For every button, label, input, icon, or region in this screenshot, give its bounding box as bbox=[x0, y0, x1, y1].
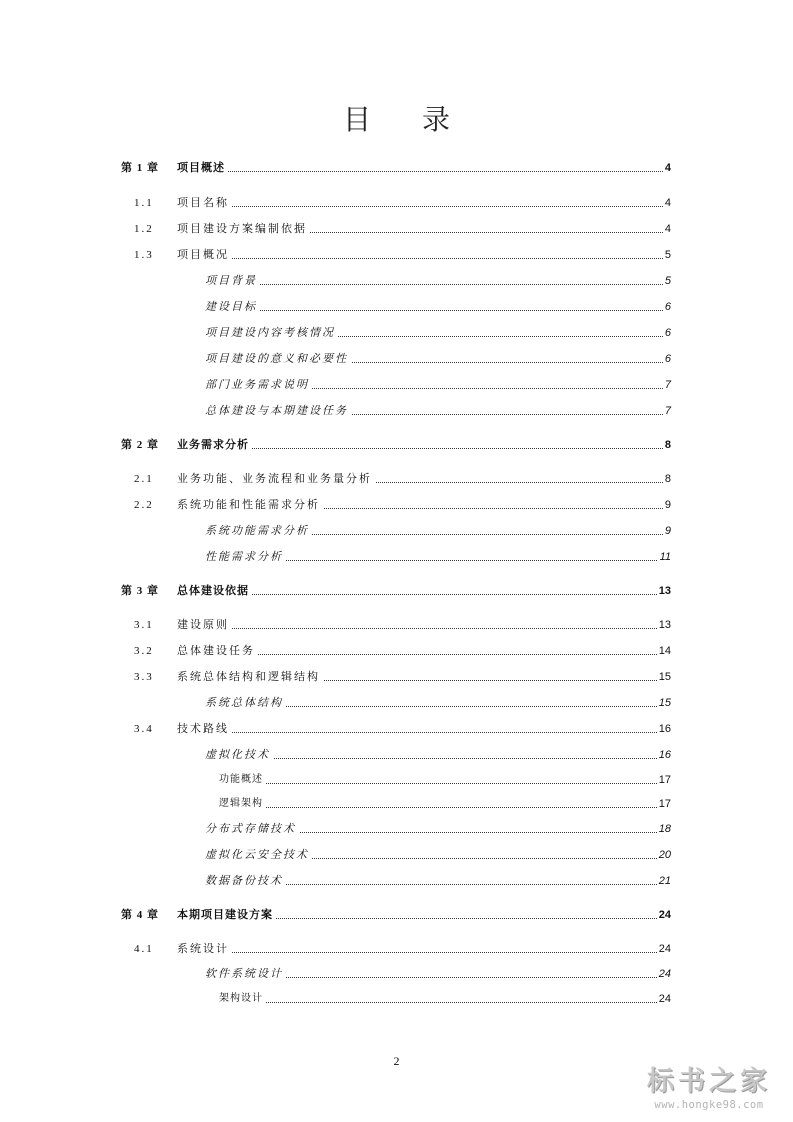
toc-entry[interactable] bbox=[0, 848, 793, 864]
toc-entry[interactable] bbox=[0, 550, 793, 566]
toc-entry-number: 第 2 章 bbox=[121, 439, 159, 451]
toc-entry-page: 24 bbox=[658, 909, 671, 921]
toc-entry-page: 8 bbox=[664, 473, 671, 485]
toc-entry[interactable] bbox=[0, 300, 793, 316]
toc-entry-page: 5 bbox=[664, 249, 671, 261]
toc-entry-page: 15 bbox=[658, 671, 671, 683]
toc-entry[interactable] bbox=[0, 248, 793, 264]
toc-entry[interactable] bbox=[0, 670, 793, 686]
toc-entry[interactable] bbox=[0, 472, 793, 488]
toc-leader-dots bbox=[205, 758, 669, 759]
toc-entry-number: 第 3 章 bbox=[121, 585, 159, 597]
toc-entry-number: 3.2 bbox=[134, 645, 154, 657]
toc-entry-page: 13 bbox=[658, 619, 671, 631]
toc-entry[interactable] bbox=[0, 584, 793, 600]
toc-entry-number: 2.2 bbox=[134, 499, 154, 511]
toc-leader-dots bbox=[205, 284, 669, 285]
toc-entry-page: 11 bbox=[659, 551, 671, 563]
toc-entry[interactable] bbox=[0, 378, 793, 394]
toc-entry[interactable] bbox=[0, 748, 793, 764]
toc-entry[interactable] bbox=[0, 498, 793, 514]
toc-leader-dots bbox=[177, 171, 669, 172]
toc-entry-page: 4 bbox=[664, 197, 671, 209]
toc-entry-title: 性能需求分析 bbox=[205, 550, 286, 564]
toc-entry-title: 系统设计 bbox=[177, 942, 232, 956]
toc-entry-title: 项目概况 bbox=[177, 248, 232, 262]
toc-leader-dots bbox=[219, 807, 669, 808]
toc-entry[interactable] bbox=[0, 967, 793, 983]
toc-entry-page: 15 bbox=[658, 697, 671, 709]
toc-leader-dots bbox=[177, 628, 669, 629]
toc-entry-page: 4 bbox=[664, 223, 671, 235]
toc-entry-title: 项目建设内容考核情况 bbox=[205, 326, 338, 340]
toc-entry-page: 4 bbox=[664, 162, 671, 174]
toc-entry-title: 本期项目建设方案 bbox=[177, 908, 276, 922]
toc-entry-page: 24 bbox=[658, 943, 671, 955]
toc-entry-title: 技术路线 bbox=[177, 722, 232, 736]
toc-entry-number: 4.1 bbox=[134, 943, 154, 955]
toc-leader-dots bbox=[205, 310, 669, 311]
toc-entry[interactable] bbox=[0, 696, 793, 712]
toc-entry-page: 5 bbox=[664, 275, 671, 287]
toc-entry-number: 第 4 章 bbox=[121, 909, 159, 921]
toc-entry-page: 6 bbox=[664, 327, 671, 339]
toc-entry[interactable] bbox=[0, 326, 793, 342]
toc-entry[interactable] bbox=[0, 161, 793, 177]
toc-entry[interactable] bbox=[0, 222, 793, 238]
toc-entry-page: 20 bbox=[658, 849, 671, 861]
toc-leader-dots bbox=[177, 258, 669, 259]
toc-entry-title: 功能概述 bbox=[219, 773, 266, 787]
toc-leader-dots bbox=[177, 952, 669, 953]
toc-entry-title: 分布式存储技术 bbox=[205, 822, 299, 836]
toc-entry-title: 总体建设与本期建设任务 bbox=[205, 404, 351, 418]
toc-entry-number: 第 1 章 bbox=[121, 162, 159, 174]
toc-entry-number: 3.1 bbox=[134, 619, 154, 631]
toc-entry-title: 逻辑架构 bbox=[219, 797, 266, 811]
toc-entry-number: 1.3 bbox=[134, 249, 154, 261]
toc-entry-title: 建设原则 bbox=[177, 618, 232, 632]
watermark-title: 标书之家 bbox=[647, 1066, 771, 1097]
toc-entry[interactable] bbox=[0, 722, 793, 738]
toc-entry-title: 虚拟化技术 bbox=[205, 748, 273, 762]
toc-entry[interactable] bbox=[0, 992, 793, 1008]
toc-entry[interactable] bbox=[0, 524, 793, 540]
toc-entry-page: 6 bbox=[664, 353, 671, 365]
watermark-logo bbox=[639, 1066, 779, 1112]
toc-entry-title: 项目建设的意义和必要性 bbox=[205, 352, 351, 366]
page-number: 2 bbox=[393, 1054, 400, 1068]
toc-leader-dots bbox=[219, 1002, 669, 1003]
toc-entry-page: 24 bbox=[658, 993, 671, 1005]
toc-entry-page: 16 bbox=[658, 723, 671, 735]
toc-entry-page: 9 bbox=[664, 525, 671, 537]
toc-entry-number: 1.1 bbox=[134, 197, 154, 209]
toc-entry[interactable] bbox=[0, 618, 793, 634]
toc-entry-page: 18 bbox=[658, 823, 671, 835]
toc-entry-title: 系统总体结构和逻辑结构 bbox=[177, 670, 323, 684]
toc-entry-page: 24 bbox=[658, 968, 671, 980]
toc-entry-number: 3.4 bbox=[134, 723, 154, 735]
toc-entry-title: 业务功能、业务流程和业务量分析 bbox=[177, 472, 375, 486]
toc-entry[interactable] bbox=[0, 773, 793, 789]
toc-entry[interactable] bbox=[0, 438, 793, 454]
toc-entry-page: 21 bbox=[658, 875, 671, 887]
toc-entry-title: 软件系统设计 bbox=[205, 967, 286, 981]
toc-entry-page: 7 bbox=[664, 379, 671, 391]
watermark-url: www.hongke98.com bbox=[654, 1099, 764, 1111]
toc-entry-page: 13 bbox=[658, 585, 671, 597]
toc-entry[interactable] bbox=[0, 196, 793, 212]
toc-entry-page: 6 bbox=[664, 301, 671, 313]
toc-entry-page: 17 bbox=[658, 774, 671, 786]
toc-entry-title: 系统总体结构 bbox=[205, 696, 286, 710]
toc-entry[interactable] bbox=[0, 822, 793, 838]
toc-entry-page: 7 bbox=[664, 405, 671, 417]
toc-entry-title: 系统功能需求分析 bbox=[205, 524, 312, 538]
toc-entry-page: 16 bbox=[658, 749, 671, 761]
toc-entry-page: 9 bbox=[664, 499, 671, 511]
toc-entry[interactable] bbox=[0, 274, 793, 290]
toc-entry-title: 架构设计 bbox=[219, 992, 266, 1006]
toc-entry-title: 项目名称 bbox=[177, 196, 232, 210]
toc-entry-title: 项目建设方案编制依据 bbox=[177, 222, 310, 236]
toc-entry[interactable] bbox=[0, 352, 793, 368]
toc-title: 目 录 bbox=[342, 105, 472, 136]
toc-entry-number: 2.1 bbox=[134, 473, 154, 485]
toc-entry-number: 1.2 bbox=[134, 223, 154, 235]
toc-entry-title: 总体建设依据 bbox=[177, 584, 252, 598]
toc-entry-page: 8 bbox=[664, 439, 671, 451]
toc-entry-page: 14 bbox=[658, 645, 671, 657]
toc-entry-title: 系统功能和性能需求分析 bbox=[177, 498, 323, 512]
toc-entry-title: 虚拟化云安全技术 bbox=[205, 848, 312, 862]
toc-entry[interactable] bbox=[0, 942, 793, 958]
toc-entry-title: 建设目标 bbox=[205, 300, 260, 314]
toc-entry-title: 项目背景 bbox=[205, 274, 260, 288]
toc-entry[interactable] bbox=[0, 644, 793, 660]
toc-entry-title: 项目概述 bbox=[177, 161, 228, 175]
toc-entry[interactable] bbox=[0, 874, 793, 890]
toc-leader-dots bbox=[177, 206, 669, 207]
toc-entry[interactable] bbox=[0, 797, 793, 813]
toc-leader-dots bbox=[219, 783, 669, 784]
toc-entry-title: 部门业务需求说明 bbox=[205, 378, 312, 392]
toc-entry-number: 3.3 bbox=[134, 671, 154, 683]
toc-entry[interactable] bbox=[0, 404, 793, 420]
toc-entry-title: 数据备份技术 bbox=[205, 874, 286, 888]
toc-entry[interactable] bbox=[0, 908, 793, 924]
toc-entry-title: 业务需求分析 bbox=[177, 438, 252, 452]
toc-entry-title: 总体建设任务 bbox=[177, 644, 258, 658]
toc-entry-page: 17 bbox=[658, 798, 671, 810]
toc-leader-dots bbox=[177, 732, 669, 733]
